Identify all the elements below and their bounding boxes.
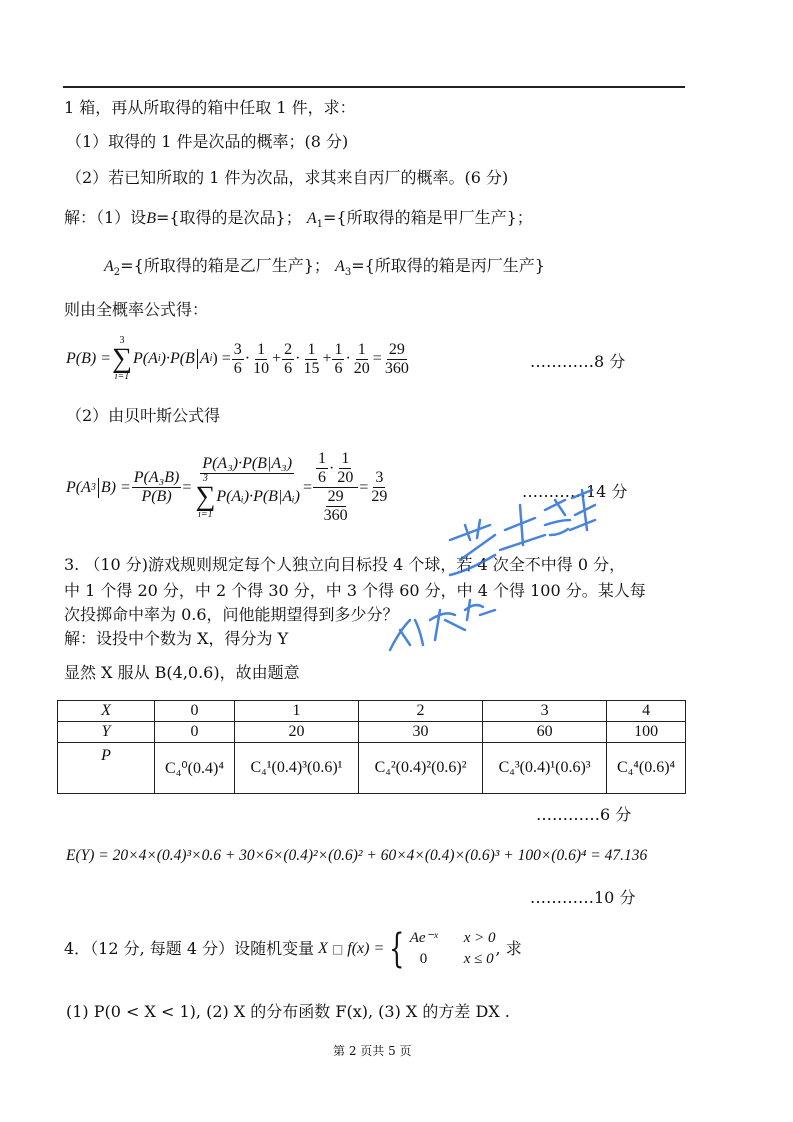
expectation-formula: E(Y) = 20×4×(0.4)³×0.6 + 30×6×(0.4)²×(0.6)² + 60×4×(0.4)×(0.6)³ + 100×(0.6)⁴ = 47.136 [66,847,648,864]
denominator [319,488,353,525]
sum-lower: i=1 [198,509,213,520]
denominator: 6 [284,359,293,377]
watermark-stroke [465,600,495,620]
table-cell: C₄³(0.4)¹(0.6)³ [483,743,607,794]
event-a1: A [306,210,317,227]
problem-3-line-1: 3. （10 分)游戏规则规定每个人独立向目标投 4 个球，若 4 次全不中得 0 分， [64,555,626,574]
total-probability-formula: P(B) = 3 ∑ i=1 P(A i )·P(B A i ) = $\frac{3}{6}$ · $\frac{1}{10}$ + $\frac{2}{6}$ · $\frac{1}{15}$ + $\frac{1}{6}$ · $\frac{1}{20}$ = $\frac{29}{360}$ [66,335,409,382]
event-a1-set: ={所取得的箱是甲厂生产}； [323,208,533,227]
row-label: Y [58,722,155,743]
numerator: P(A₃B) [133,469,180,486]
total-probability-intro: 则由全概率公式得： [64,300,209,319]
table-row [58,722,686,743]
problem-3-line-3: 次投掷命中率为 0.6，问他能期望得到多少分？ [64,605,399,624]
numerator: 1 [357,340,366,358]
problem-3-solution-2: 显然 X 服从 B(4,0.6)，故由题意 [64,663,300,682]
sum-body-mid: )·P(B [160,350,195,367]
sigma-icon: ∑ [195,481,216,512]
event-a3-set: ={所取得的箱是丙厂生产} [351,256,545,275]
definition-line-2 [104,256,545,277]
case-2-value: 0 [419,951,428,967]
problem-4-parts: (1) P(0 < X < 1), (2) X 的分布函数 F(x), (3) X 的方差 DX . [66,1002,510,1021]
numerator: 29 [327,488,344,505]
denominator: 360 [323,507,348,524]
fraction [316,450,328,487]
event-a1-sub: 1 [316,219,323,231]
summation [195,474,215,520]
score-10: …………10 分 [530,888,636,907]
page-number: 第 2 页共 5 页 [333,1044,412,1058]
denominator: 10 [253,359,270,377]
numerator: $\frac{1}{6}$ · $\frac{1}{20}$ [313,450,358,488]
bayes-fraction-1 [132,469,182,506]
table-cell: 3 [483,701,607,722]
denominator: P(B) [141,488,172,505]
fraction [332,341,344,378]
denominator: 20 [353,359,370,377]
fraction [282,341,294,378]
table-cell: C₄¹(0.4)³(0.6)¹ [234,743,358,794]
sum-lower: i=1 [114,371,130,382]
table-cell: C₄⁰(0.4)⁴ [155,743,235,794]
table-cell: 1 [234,701,358,722]
row-label: P [58,743,155,794]
numerator: 3 [233,340,242,358]
piecewise-cases [410,928,496,970]
numerator: 2 [284,340,293,358]
question-2: （2）若已知所取的 1 件为次品，求其来自丙厂的概率。(6 分) [66,168,509,187]
score-6: …………6 分 [536,805,632,824]
fraction [301,341,321,378]
watermark-stroke [500,505,545,550]
bayes-fraction-3 [313,450,358,525]
case-2-condition: x ≤ 0 [463,951,494,967]
random-variable: X [318,940,328,957]
intro-line: 1 箱，再从所取得的箱中任取 1 件，求： [64,98,356,117]
density-function: f(x) = [347,940,385,957]
case-1-condition: x > 0 [463,930,496,946]
problem-3-line-2: 中 1 个得 20 分，中 2 个得 30 分，中 3 个得 60 分，中 4 个得 100 分。某人每 [64,581,646,600]
score-14: …………14 分 [522,482,628,501]
numerator: 3 [375,469,384,486]
numerator: 1 [307,340,316,358]
numerator: 1 [334,340,343,358]
table-cell: 0 [155,722,235,743]
event-a3-sub: 3 [344,267,352,279]
summation [112,336,132,382]
result-fraction [383,341,411,378]
numerator: 1 [257,340,266,358]
watermark-stroke [430,610,465,640]
fraction [251,341,271,378]
numerator: 1 [341,450,350,467]
denominator: 6 [233,359,242,377]
numerator: 1 [318,450,326,467]
denominator: 6 [334,359,343,377]
definition-line-1 [64,208,533,229]
problem-3-solution-1: 解：设投中个数为 X，得分为 Y [64,629,289,648]
bayes-intro: （2）由贝叶斯公式得 [66,406,221,425]
table-row [58,743,686,794]
problem-4-prefix: 4．（12 分, 每题 4 分）设随机变量 [64,939,315,958]
problem-4-suffix: , 求 [495,939,522,958]
sum-upper: 3 [202,473,208,484]
numerator: 29 [388,340,405,358]
table-cell: C₄⁴(0.6)⁴ [607,743,686,794]
event-b-set: ={取得的是次品}； [155,208,302,227]
watermark-stroke [545,500,570,535]
table-cell: 20 [234,722,358,743]
conditional-bar [197,349,198,369]
denominator: 20 [337,469,354,486]
question-1: （1）取得的 1 件是次品的概率；(8 分) [66,132,349,151]
left-brace-icon: { [389,926,405,972]
fraction [232,341,244,378]
header-rule [63,86,685,88]
denominator [192,474,302,520]
denominator: 15 [303,359,320,377]
distribution-table [57,700,686,794]
event-a2: A [104,258,114,275]
row-label: X [58,701,155,722]
formula-lhs: P(B) = [66,350,111,367]
bayes-formula: P(A 3 B) = $\frac{\text{P(A₃B)}}{P(B)}$ = P(A₃)·P(B|A₃) 3 ∑ i=1 P(Aᵢ)·P(B|Aᵢ) = $\frac{1}{6}$ · $\frac{1}{20}$ $\frac{29}{360}$ = $\frac{3}{29}$ [66,450,388,524]
bayes-lhs-end: B) = [100,478,131,496]
denominator: 6 [318,469,326,486]
sigma-icon: ∑ [112,343,132,374]
numerator: P(A₃)·P(B|A₃) [202,455,293,472]
sum-upper: 3 [119,335,125,346]
table-cell: 4 [607,701,686,722]
problem-4-line-1 [64,928,522,970]
score-8: …………8 分 [530,352,626,371]
table-cell: 30 [359,722,483,743]
sum-body: P(A [132,350,158,367]
bayes-result [369,469,389,506]
event-a2-set: ={所取得的箱是乙厂生产}； [120,256,330,275]
sum-body: P(Aᵢ)·P(B|Aᵢ) [216,488,300,505]
case-1-value: Ae⁻ˣ [409,930,438,946]
solution-prefix: 解：（1）设 [64,208,147,227]
bayes-fraction-2 [192,455,302,520]
table-cell: 0 [155,701,235,722]
table-cell: 100 [607,722,686,743]
denominator: 360 [384,359,409,377]
fraction [352,341,372,378]
conditional-bar [98,478,99,498]
table-cell: C₄²(0.4)²(0.6)² [359,743,483,794]
missing-glyph-box: □ [331,942,344,956]
event-a2-sub: 2 [113,267,121,279]
event-b: B [146,210,156,227]
event-a3: A [335,258,345,275]
fraction [335,450,355,487]
table-row [58,701,686,722]
fraction [322,488,350,525]
table-cell: 2 [359,701,483,722]
table-cell: 60 [483,722,607,743]
denominator: 29 [371,488,388,505]
bayes-lhs: P(A [66,478,91,496]
